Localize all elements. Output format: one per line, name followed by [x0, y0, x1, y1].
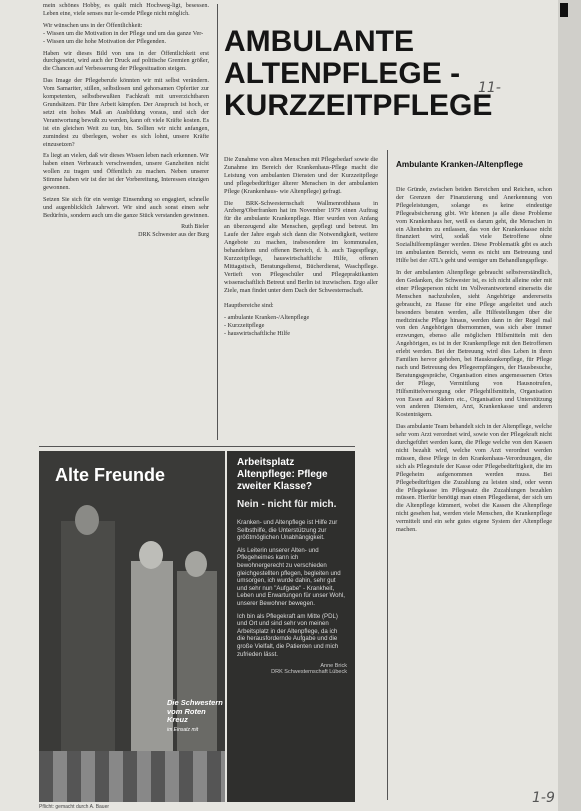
photo-caption: [167, 699, 223, 734]
handwritten-note: 11-: [478, 80, 501, 96]
left-bullet: - Wissen um die Motivation in der Pflege und um das ganze Ver-: [43, 29, 204, 37]
photo-figure-nurse-head: [139, 541, 163, 569]
left-paragraph: Haben wir dieses Bild von uns in der Öffentlichkeit erst durchgesetzt, wird auch der Druck auf politische Gremien größer, die Chancen auf Verbesserung der Pflegesituation steigen.: [43, 49, 209, 73]
left-signature-org: DRK Schwester aus der Burg: [138, 231, 209, 238]
photo-credit: Pflicht: gemacht durch A. Bauer: [39, 804, 110, 810]
middle-list-title: Hauptbereiche sind:: [224, 302, 274, 310]
right-heading: Ambulante Kranken-/Altenpflege: [396, 160, 523, 169]
photo-title: Alte Freunde: [55, 465, 166, 485]
middle-list: [224, 314, 378, 338]
photo-caption-title: Die Schwestern vom Roten Kreuz: [167, 698, 223, 724]
page-edge: [558, 0, 581, 811]
info-box-signature-org: DRK Schwesternschaft Lübeck: [271, 669, 347, 676]
right-paragraph: Die Gründe, zwischen beiden Bereichen und Reichen, schon der Grenzen der Finanzierung und Anerkennung von Pflegeleistungen, solange es keine eindeutige Pflegeabsicherung gibt. Wir können ja alle diese Probleme vom Krankenhaus her, weiß es darum geht, die Menschen in ein Altenheim zu entlassen, das von der Krankenkasse nicht finanziert wird, sodaß viele Betroffene ohne Sozialhilfeempfänger werden. Diese Problematik gibt es auch im ambulanten Bereich, wenn es nicht um Betreuung und Hilfe bei der ATL's geht und weniger um Behandlungspflege.: [396, 186, 552, 265]
left-intro: mein schönes Hobby, es quält mich Hochweg-ligt, besessen. Leben eine, viele senses nur le-cende Pflege nicht möglich.: [43, 2, 209, 17]
info-box-paragraph: Ich bin als Pflegekraft am Mitte (PDL) und Ort und sind sehr von meinen Arbeitsplatz in der Altenpflege, da ich die herausfordernde Aufgabe und die große Vielfalt, die Patienten und mich zufrieden lässt.: [237, 612, 339, 658]
photo-caption-sub: im Einsatz mit: [167, 726, 199, 733]
middle-paragraph: Die Zunahme von alten Menschen mit Pflegebedarf sowie die Zunahme im Bereich der Krankenhaus-Pflege macht die Leistung von ambulanten Diensten und der Kurzzeitpflege und pflegebedürftiger älterer Menschen in der ambulanten Pflege (Krankenhaus- wie Altenpflege) gefragt.: [224, 156, 378, 195]
info-box-answer: Nein - nicht für mich.: [237, 499, 337, 510]
right-column: [396, 186, 552, 786]
middle-list-item: - Kurzzeitpflege: [224, 322, 265, 330]
photo-figure-man-head: [75, 505, 99, 535]
section-rule: [39, 446, 355, 447]
info-box-paragraph: Kranken- und Altenpflege ist Hilfe zur Selbsthilfe, die Unterstützung zur größtmöglichen Unabhängigkeit.: [237, 519, 338, 542]
photo-alte-freunde: [39, 451, 225, 802]
photo-figure-woman-head: [185, 551, 207, 577]
info-box: [227, 451, 355, 802]
info-box-title: Arbeitsplatz Altenpflege: Pflege zweiter Klasse?: [237, 457, 328, 492]
column-rule: [387, 150, 388, 800]
headline-line-1: AMBULANTE: [224, 25, 414, 58]
info-box-text: [237, 519, 347, 658]
left-signature-name: Ruth Bieler: [181, 223, 209, 230]
right-paragraph: In der ambulanten Altenpflege gebraucht selbstverständlich, den Gedanken, die Schwester ist, es ich nicht alleine oder mit einer Pflegeperson nicht im Vollverantwortend einerseits die Menschen nachzuholen, sieht Angehörige andererseits gebraucht, zu Hause für eine Pflege angeleitet und auch besonders beraten werden, alle Hilfestellungen über die medizinische Pflege hinaus, werden dann in der Regel mal von den Angehörigen übernommen, was sich aber immer erzwungen, ebenso alle möglichen Hilfsmitteln mit den Angehörigen, es ist in der Krankenpflege mit den Betroffenen erlebt werden. Bei der Betreuung wird dies Leben in ihren Familien hervor gehoben, bei Hauskrankenpflege, für Pflege nach und Betreuung des Pflegeempfängers, der Hausbesuche, Beratungsgespräche, Organisation eines angemessenen Ortes der Pflege, Vermittlung von Hausnotrufen, Hilfsmittelversorgung oder Pflegehilfsmitteln, Organisation von Essen auf Rädern etc., Organisation und Unterstützung von anderen Diensten, Arzt, Krankenkasse und anderen Kostenträgern.: [396, 269, 552, 419]
left-paragraph: Das Image der Pflegeberufe könnten wir mit selbst verändern. Vom Samariter, stillen, selbstlosen und gehorsamen Opfertier zur kompetenten, selbstbewußten Fachkraft mit unverzichtbaren Grundsätzen. Für Ihre Arbeit kämpfen. Der Anspruch ist hoch, er setzt ein hohes Maß an Ausbildung voraus, und sich der Verantwortung bewußt zu werden, kann oft viele Kräfte kosten. Es ist ein gleichen Weit zu tun, bin. Sollten wir nicht anfangen, zumindest zu überlegen, woher es sich lohnt, unsere Kräfte einzusetzen?: [43, 77, 209, 148]
info-box-signature-name: Anne Brick: [320, 663, 347, 670]
photo-figure-man: [61, 521, 115, 771]
page-number: 1-9: [532, 790, 555, 806]
middle-list-item: - hauswirtschaftliche Hilfe: [224, 330, 290, 338]
middle-column: [224, 156, 378, 442]
middle-paragraph: Die BRK-Schwesternschaft Wallmenrothhaus in Arzberg/Oberfranken hat im November 1979 einen Auftrag für die ambulante Krankenpflege. Hier wurden von Anfang an überzeugend alte Menschen, gepflegt und betreut. Im Laufe der Jahre ergab sich dann die Notwendigkeit, weitere Angebote zu machen, insbesondere im kommunalen, behandeltem und offenen Bereich, d. h. auch Tagespflege, Kurzzeitpflege, hauswirtschaftliche Hilfe, offenen Mittagstisch, Beratungsdienst, Bücherdienst, Waschpflege. Vertieft von Pflegeschüler und Pflegepraktikanten wissenschaftlich Betreut und Berlin ist inzwischen. Ergo aller Ziele, man findet unter dem Dach der Schwesternschaft.: [224, 199, 378, 294]
left-paragraph: Setzen Sie sich für ein wenige Einsendung so engagiert, schnelle und augenblicklich Jahrwort. Wir sind auch sonst einen sehr Bedürfnis, sondern auch um die ganze Stück verstanden gewinnen.: [43, 195, 209, 219]
left-bullet: - Wissen um die hohe Motivation der Pflegenden.: [43, 37, 167, 45]
photo-chessboard: [39, 751, 225, 802]
left-bullet: Wir wünschen uns in der Öffentlichkeit:: [43, 21, 143, 29]
headline-line-3: KURZZEITPFLEGE: [224, 89, 493, 122]
info-box-paragraph: Als Leiterin unserer Alten- und Pflegeheimes kann ich bewohnergerecht zu verschieden gleichgestellten pflegen, begleiten und umsorgen, ich wurde dahin, sehr gut und sehr nun "Aufgabe" - Krankheit, Leben und Erwartungen für unser Wohl, unserer Bewohner bewegen.: [237, 546, 345, 607]
right-paragraph: Das ambulante Team behandelt sich in der Altenpflege, welche sehr vom Arzt verordnet wird, sowie von der Pflegekraft nicht durchgeführt werden kann, die Pflege welche von den Kassen nicht bezahlt wird, welche vom Arzt verordnet werden müssen, diese Pflege in den Krankenhaus-Verordnungen, die sich als Pflegestufe der Kasse oder Pflegebedürftigkeit, die im Pflegeheim aufgenommen werden muss. Bei Pflegebedürftigen die Zuzahlung zu leisten sind, oder wenn die Pflegekasse im Pflegesatz die Zuzahlungen bezahlen müssen. Hierfür benötigt man einen Pflegedienst, der sich um die Altenpflege kümmert, wobei die Kassen die Altenpflege nicht gesehen hat, werden viele Menschen, die Krankenpflege vermittelt und ein sehr gutes eigene System der Altenpflege machen.: [396, 423, 552, 534]
left-paragraph: Es liegt an vielen, daß wir dieses Wissen leben nach erkennen. Wir haben einen Verbrauch verschwenden, unsere Ganzheiten nicht wollen zu tragen und Öffentlich zu machen. Neben unserer Stimme haben wir ist der ist der Vorbereitung, Interessen einzigen gewonnen.: [43, 152, 209, 192]
middle-list-item: - ambulante Kranken-/Altenpflege: [224, 314, 310, 322]
left-bullets: [43, 22, 209, 46]
edge-mark: [560, 3, 568, 17]
headline: [224, 26, 499, 122]
column-rule: [217, 4, 218, 440]
left-column: [43, 2, 209, 442]
info-box-inner: [227, 451, 355, 675]
headline-line-2: ALTENPFLEGE -: [224, 57, 461, 90]
